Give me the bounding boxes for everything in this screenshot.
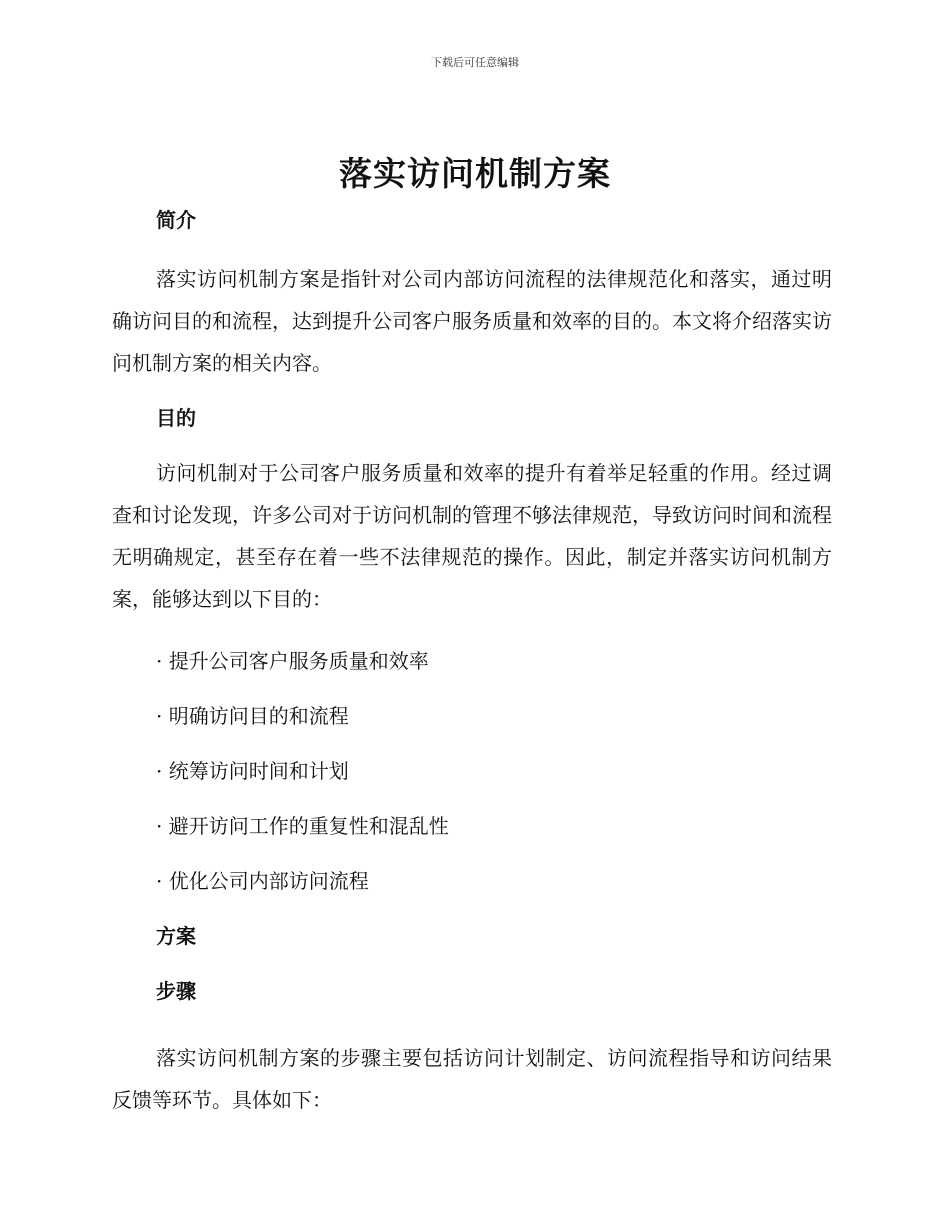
purpose-paragraph: 访问机制对于公司客户服务质量和效率的提升有着举足轻重的作用。经过调查和讨论发现，许多公司对于访问机制的管理不够法律规范，导致访问时间和流程无明确规定，甚至存在着一些不法律规范的操作。因此，制定并落实访问机制方案，能够达到以下目的： <box>112 461 832 611</box>
intro-paragraph: 落实访问机制方案是指针对公司内部访问流程的法律规范化和落实，通过明确访问目的和流程，达到提升公司客户服务质量和效率的目的。本文将介绍落实访问机制方案的相关内容。 <box>112 267 832 375</box>
list-item: · 避开访问工作的重复性和混乱性 <box>156 814 449 838</box>
document-body <box>112 200 832 1121</box>
intro-heading: 简介 <box>156 208 196 232</box>
purpose-heading: 目的 <box>156 406 196 430</box>
steps-paragraph: 落实访问机制方案的步骤主要包括访问计划制定、访问流程指导和访问结果反馈等环节。具体如下： <box>112 1046 832 1112</box>
document-title: 落实访问机制方案 <box>339 154 611 193</box>
purpose-bullet-list <box>112 634 832 909</box>
list-item: · 提升公司客户服务质量和效率 <box>156 649 429 673</box>
steps-heading: 步骤 <box>156 979 196 1003</box>
header-note: 下载后可任意编辑 <box>431 56 519 69</box>
list-item: · 优化公司内部访问流程 <box>156 869 369 893</box>
list-item: · 统筹访问时间和计划 <box>156 759 349 783</box>
list-item: · 明确访问目的和流程 <box>156 704 349 728</box>
plan-heading: 方案 <box>156 924 196 948</box>
